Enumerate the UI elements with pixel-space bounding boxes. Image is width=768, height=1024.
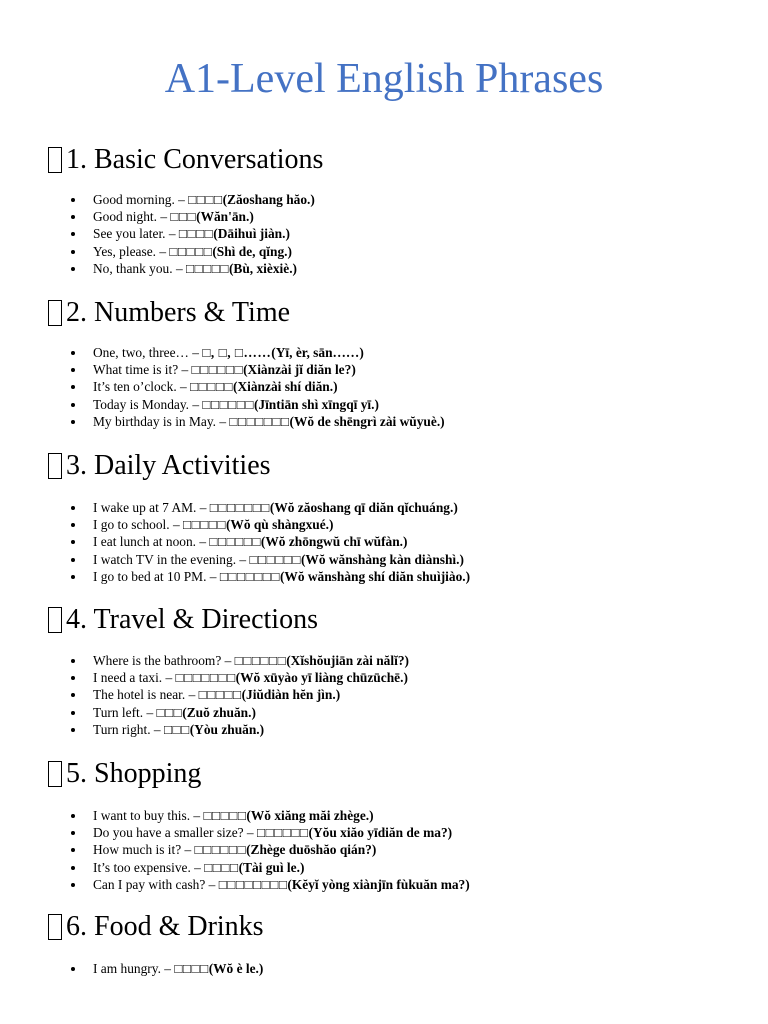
section-travel-directions [48, 600, 748, 737]
pinyin: (Wŏ wănshàng shí diăn shuìjiào.) [279, 568, 471, 584]
pinyin: (Xiànzài shí diăn.) [233, 379, 338, 395]
list-item [68, 361, 748, 378]
bullet-icon [71, 523, 75, 527]
list-item [68, 516, 748, 533]
english-phrase: My birthday is in May. – [93, 413, 230, 429]
list-item [68, 191, 748, 208]
pinyin: (Wŏ qù shàngxué.) [225, 517, 334, 533]
section-heading [48, 140, 748, 180]
phrase-list [68, 652, 748, 738]
section-shopping [48, 754, 748, 892]
pinyin: (Wŏ wănshàng kàn diànshì.) [300, 551, 464, 567]
chinese-phrase: □□□ [163, 721, 190, 737]
list-item [68, 208, 748, 225]
section-heading [48, 293, 748, 333]
english-phrase: See you later. – [93, 226, 179, 242]
bullet-icon [71, 659, 75, 663]
english-phrase: I eat lunch at noon. – [93, 534, 210, 550]
phrase-list [68, 807, 748, 893]
english-phrase: Turn right. – [93, 721, 164, 737]
list-item [68, 413, 748, 430]
list-item [68, 551, 748, 568]
missing-glyph-icon [48, 607, 62, 633]
english-phrase: Where is the bathroom? – [93, 653, 235, 668]
chinese-phrase: □□□□□□□ [219, 568, 280, 584]
list-item [68, 344, 748, 361]
chinese-phrase: □□□□□□ [209, 534, 261, 550]
pinyin: (Zhège duōshăo qián?) [246, 842, 377, 858]
pinyin: (Wŏ zhōngwŭ chī wŭfàn.) [260, 534, 408, 550]
section-heading-text: 6. Food & Drinks [66, 911, 264, 942]
section-heading-text: 5. Shopping [66, 758, 202, 789]
list-item [68, 876, 748, 893]
list-item [68, 824, 748, 841]
chinese-phrase: □□□□□□ [191, 362, 244, 378]
pinyin: (Shì de, qĭng.) [212, 243, 292, 259]
bullet-icon [71, 711, 75, 715]
phrase-list [68, 499, 748, 585]
english-phrase: I go to bed at 10 PM. – [93, 568, 220, 584]
pinyin: (Yī, èr, sān……) [271, 345, 364, 360]
pinyin: (Yòu zhuăn.) [189, 721, 265, 737]
list-item [68, 841, 748, 858]
list-item [68, 260, 748, 277]
pinyin: (Tài guì le.) [238, 859, 305, 875]
phrase-list [68, 344, 748, 430]
list-item [68, 652, 748, 669]
list-item [68, 704, 748, 721]
bullet-icon [71, 403, 75, 407]
pinyin: (Wŏ zăoshang qī diăn qĭchuáng.) [269, 500, 458, 515]
section-heading-text: 3. Daily Activities [66, 450, 271, 481]
chinese-phrase: □□□□ [188, 192, 223, 207]
list-item [68, 499, 748, 516]
list-item [68, 960, 748, 977]
english-phrase: I wake up at 7 AM. – [93, 500, 210, 515]
section-heading-text: 1. Basic Conversations [66, 144, 324, 175]
bullet-icon [71, 676, 75, 680]
list-item [68, 859, 748, 876]
pinyin: (Xĭshŏujiān zài nălĭ?) [286, 653, 409, 668]
bullet-icon [71, 250, 75, 254]
section-numbers-time [48, 293, 748, 429]
bullet-icon [71, 558, 75, 562]
english-phrase: The hotel is near. – [93, 687, 199, 703]
english-phrase: How much is it? – [93, 842, 195, 858]
english-phrase: Yes, please. – [93, 243, 170, 259]
list-item [68, 669, 748, 686]
bullet-icon [71, 831, 75, 835]
section-heading [48, 754, 748, 794]
phrase-list [68, 960, 748, 977]
missing-glyph-icon [48, 914, 62, 940]
pinyin: (Dāihuì jiàn.) [213, 226, 290, 242]
chinese-phrase: □, □, □…… [202, 345, 272, 360]
pinyin: (Bù, xièxiè.) [228, 260, 297, 276]
pinyin: (Wŏ de shēngrì zài wŭyuè.) [289, 413, 445, 429]
english-phrase: Can I pay with cash? – [93, 876, 219, 892]
english-phrase: Do you have a smaller size? – [93, 825, 257, 841]
list-item [68, 396, 748, 413]
bullet-icon [71, 351, 75, 355]
chinese-phrase: □□□□□ [190, 379, 234, 395]
bullet-icon [71, 866, 75, 870]
bullet-icon [71, 848, 75, 852]
bullet-icon [71, 575, 75, 579]
bullet-icon [71, 506, 75, 510]
list-item [68, 533, 748, 550]
pinyin: (Zuŏ zhuăn.) [182, 704, 256, 720]
english-phrase: Turn left. – [93, 704, 157, 720]
section-daily-activities [48, 446, 748, 584]
english-phrase: I go to school. – [93, 517, 184, 533]
chinese-phrase: □□□□□□ [194, 842, 247, 858]
section-heading-text: 4. Travel & Directions [66, 604, 318, 635]
list-item [68, 378, 748, 395]
chinese-phrase: □□□□□□□ [229, 413, 290, 429]
chinese-phrase: □□□□□ [198, 687, 242, 703]
english-phrase: It’s ten o’clock. – [93, 379, 191, 395]
english-phrase: Today is Monday. – [93, 396, 203, 412]
list-item [68, 568, 748, 585]
chinese-phrase: □□□□□ [183, 517, 226, 533]
section-heading [48, 907, 748, 947]
chinese-phrase: □□□□□ [185, 260, 229, 276]
english-phrase: I want to buy this. – [93, 808, 204, 823]
pinyin: (Wŏ xiăng măi zhège.) [246, 808, 374, 823]
list-item [68, 225, 748, 242]
bullet-icon [71, 883, 75, 887]
chinese-phrase: □□□□□□□ [209, 500, 270, 515]
bullet-icon [71, 267, 75, 271]
section-heading-text: 2. Numbers & Time [66, 297, 291, 328]
bullet-icon [71, 232, 75, 236]
missing-glyph-icon [48, 761, 62, 787]
chinese-phrase: □□□□□□ [234, 653, 287, 668]
english-phrase: No, thank you. – [93, 260, 186, 276]
chinese-phrase: □□□□□□ [249, 551, 301, 567]
chinese-phrase: □□□ [156, 704, 183, 720]
chinese-phrase: □□□□□ [203, 808, 247, 823]
chinese-phrase: □□□□□ [169, 243, 213, 259]
english-phrase: What time is it? – [93, 362, 192, 378]
bullet-icon [71, 215, 75, 219]
list-item [68, 686, 748, 703]
bullet-icon [71, 693, 75, 697]
pinyin: (Wŏ xūyào yī liàng chūzūchē.) [235, 670, 408, 686]
section-basic-conversations [48, 140, 748, 276]
pinyin: (Xiànzài jĭ diăn le?) [243, 362, 356, 378]
pinyin: (Yŏu xiăo yīdiăn de ma?) [308, 825, 453, 841]
bullet-icon [71, 814, 75, 818]
english-phrase: It’s too expensive. – [93, 859, 205, 875]
phrase-list [68, 191, 748, 277]
english-phrase: I watch TV in the evening. – [93, 551, 250, 567]
chinese-phrase: □□□ [170, 209, 197, 225]
bullet-icon [71, 385, 75, 389]
chinese-phrase: □□□□ [204, 859, 239, 875]
pinyin: (Jīntiān shì xīngqī yī.) [253, 396, 379, 412]
bullet-icon [71, 420, 75, 424]
chinese-phrase: □□□□ [178, 226, 214, 242]
chinese-phrase: □□□□□□□□ [218, 876, 288, 892]
bullet-icon [71, 728, 75, 732]
pinyin: (Kĕyĭ yòng xiànjīn fùkuăn ma?) [287, 876, 470, 892]
pinyin: (Wăn'ān.) [196, 209, 254, 225]
bullet-icon [71, 368, 75, 372]
bullet-icon [71, 540, 75, 544]
missing-glyph-icon [48, 300, 62, 326]
english-phrase: One, two, three… – [93, 345, 203, 360]
section-food-drinks [48, 907, 748, 976]
list-item [68, 721, 748, 738]
pinyin: (Zăoshang hăo.) [222, 192, 315, 207]
section-heading [48, 446, 748, 486]
missing-glyph-icon [48, 147, 62, 173]
chinese-phrase: □□□□□□□ [175, 670, 236, 686]
english-phrase: I need a taxi. – [93, 670, 176, 686]
document-title: A1-Level English Phrases [164, 56, 604, 102]
bullet-icon [71, 967, 75, 971]
bullet-icon [71, 198, 75, 202]
chinese-phrase: □□□□□□ [202, 396, 254, 412]
section-heading [48, 600, 748, 640]
pinyin: (Wŏ è le.) [208, 961, 264, 976]
english-phrase: Good morning. – [93, 192, 189, 207]
chinese-phrase: □□□□ [174, 961, 209, 976]
pinyin: (Jiŭdiàn hĕn jìn.) [241, 687, 341, 703]
english-phrase: Good night. – [93, 209, 171, 225]
english-phrase: I am hungry. – [93, 961, 175, 976]
list-item [68, 243, 748, 260]
chinese-phrase: □□□□□□ [256, 825, 309, 841]
missing-glyph-icon [48, 453, 62, 479]
list-item [68, 807, 748, 824]
